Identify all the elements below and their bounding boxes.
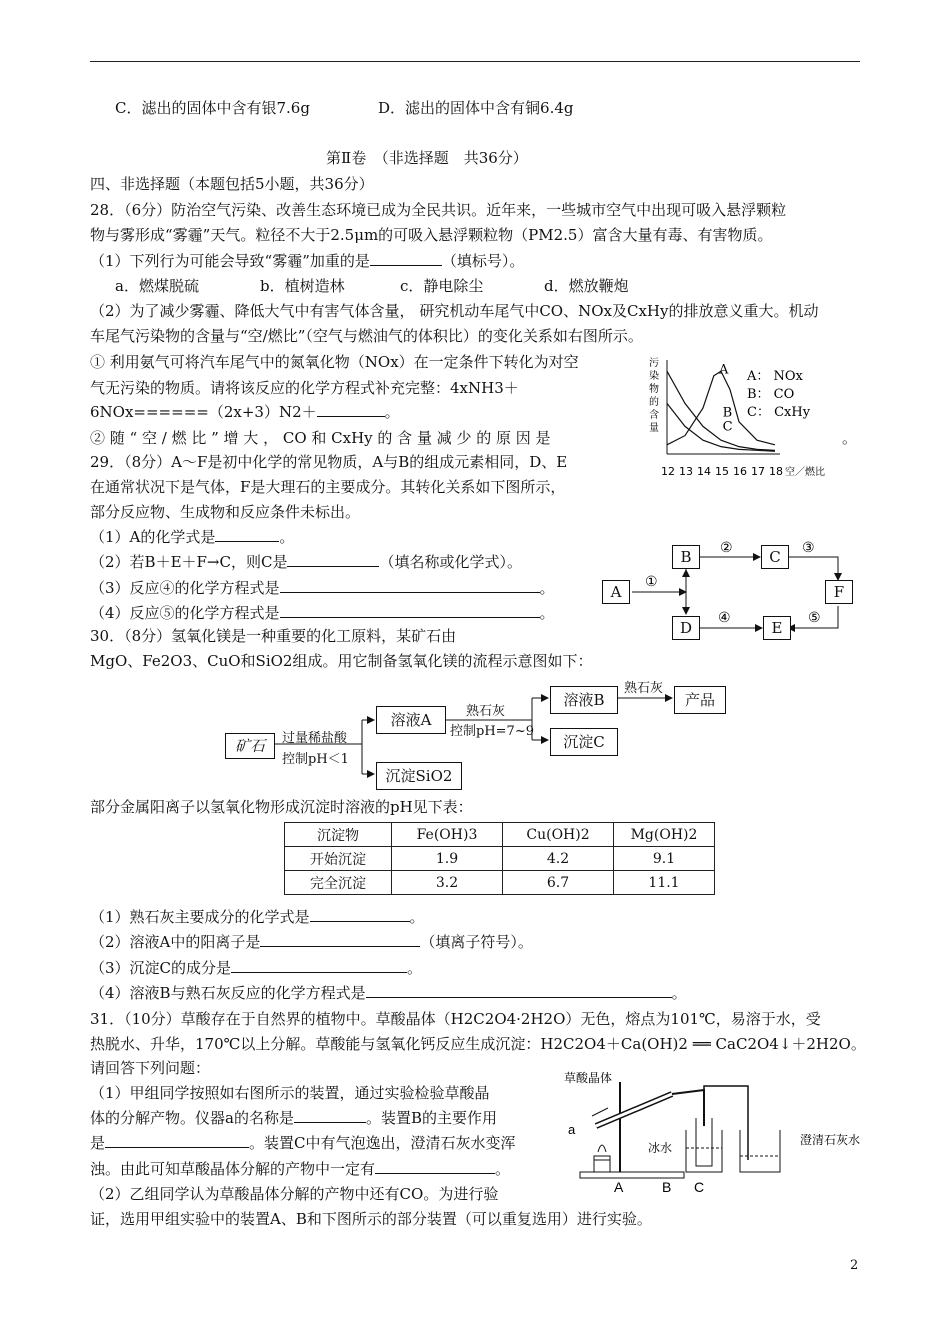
q29-sub3: （3）反应④的化学方程式是 。: [90, 579, 555, 597]
table-header-row: [285, 823, 715, 847]
q30-line2: MgO、Fe2O3、CuO和SiO2组成。用它制备氢氧化镁的流程示意图如下：: [90, 652, 593, 670]
q30-sub2: （2）溶液A中的阳离子是 （填离子符号）。: [90, 933, 533, 951]
q31-sub1-line2: 体的分解产物。仪器a的名称是 。装置B的主要作用: [90, 1109, 497, 1127]
q28-circ1-line2: 气无污染的物质。请将该反应的化学方程式补充完整：4xNH3＋: [90, 379, 519, 397]
chart-legend-b: B： CO: [747, 387, 795, 402]
apparatus-label-b: B: [662, 1179, 672, 1195]
q28-line2: 物与雾形成“雾霾”天气。粒径不大于2.5μm的可吸入悬浮颗粒物（PM2.5）富含大量有毒、有害物质。: [90, 226, 773, 244]
x-tick-label: 14: [697, 465, 711, 478]
apparatus-crystal-label: 草酸晶体: [564, 1071, 613, 1085]
node-d: D: [672, 616, 700, 640]
answer-blank[interactable]: [310, 907, 410, 922]
q28-opt-a: a．燃煤脱硫: [115, 277, 199, 295]
node-b: B: [672, 545, 700, 569]
x-tick-label: 16: [733, 465, 747, 478]
arrow-label-4: ④: [718, 610, 731, 626]
flow-solution-a: 溶液A: [376, 706, 446, 734]
q31-sub2-line1: （2）乙组同学认为草酸晶体分解的产物中还有CO。为进行验: [90, 1185, 499, 1203]
q30-sub3: （3）沉淀C的成分是 。: [90, 959, 423, 977]
q29-sub4: （4）反应⑤的化学方程式是 。: [90, 604, 555, 622]
series-label-a: A: [719, 362, 729, 378]
chart-ylabel: 污染物的含量: [649, 358, 659, 434]
table-cell: 完全沉淀: [285, 871, 392, 895]
q31-sub1-line1: （1）甲组同学按照如右图所示的装置，通过实验检验草酸晶: [90, 1084, 490, 1102]
arrow-label-5: ⑤: [808, 610, 821, 626]
q28-line1: 28．（6分）防治空气污染、改善生态环境已成为全民共识。近年来，一些城市空气中出现可吸入悬浮颗粒: [90, 201, 787, 219]
table-header-cell: Fe(OH)3: [392, 823, 503, 847]
q29-sub1: （1）A的化学式是 。: [90, 528, 295, 546]
table-cell: 11.1: [614, 871, 715, 895]
node-c: C: [761, 545, 789, 569]
pollutant-chart: [645, 352, 845, 482]
flow-step1-top: 过量稀盐酸: [282, 731, 348, 746]
q31-sub2-line2: 证，选用甲组实验中的装置A、B和下图所示的部分装置（可以重复选用）进行实验。: [90, 1210, 652, 1228]
node-f: F: [825, 580, 853, 604]
q31-line1: 31．（10分）草酸存在于自然界的植物中。草酸晶体（H2C2O4·2H2O）无色，熔点为101℃，易溶于水，受: [90, 1010, 821, 1028]
part4-heading: 四、非选择题（本题包括5小题，共36分）: [90, 175, 374, 193]
answer-blank[interactable]: [375, 1159, 495, 1174]
x-tick-label: 13: [679, 465, 693, 478]
x-tick-label: 17: [751, 465, 765, 478]
q29-line3: 部分反应物、生成物和反应条件未标出。: [90, 503, 361, 521]
apparatus-label-c: C: [694, 1179, 705, 1195]
arrow-label-1: ①: [645, 574, 658, 590]
chart-legend-a: A： NOx: [747, 369, 803, 384]
q28-circ1-line1: ① 利用氨气可将汽车尾气中的氮氧化物（NOx）在一定条件下转化为对空: [90, 353, 579, 371]
flow-sio2: 沉淀SiO2: [376, 762, 462, 790]
arrow-label-2: ②: [720, 540, 733, 556]
answer-blank[interactable]: [215, 527, 279, 542]
q28-opt-b: b．植树造林: [260, 277, 345, 295]
node-a: A: [602, 580, 630, 604]
option-c: C．滤出的固体中含有银7.6g: [115, 99, 310, 117]
q30-line1: 30．（8分）氢氧化镁是一种重要的化工原料，某矿石由: [90, 627, 457, 645]
apparatus-drawing: [564, 1068, 861, 1198]
arrow-label-3: ③: [802, 540, 815, 556]
table-row: [285, 871, 715, 895]
flow-ore: 矿石: [225, 733, 275, 759]
table-cell: 1.9: [392, 847, 503, 871]
apparatus-label-a: A: [614, 1179, 624, 1195]
apparatus-ice-water-label: 冰水: [648, 1141, 673, 1155]
node-e: E: [763, 616, 791, 640]
q29-line2: 在通常状况下是气体，F是大理石的主要成分。其转化关系如下图所示，: [90, 478, 566, 496]
q31-sub1-line4: 浊。由此可知草酸晶体分解的产物中一定有 。: [90, 1160, 511, 1178]
q30-sub1: （1）熟石灰主要成分的化学式是 。: [90, 908, 425, 926]
q29-sub2: （2）若B＋E＋F→C，则C是 （填名称或化学式）。: [90, 553, 522, 571]
header-rule: [90, 61, 860, 62]
x-tick-label: 18: [769, 465, 783, 478]
table-row: [285, 847, 715, 871]
flow-step3: 熟石灰: [624, 681, 664, 696]
x-tick-label: 12: [661, 465, 675, 478]
table-header-cell: Cu(OH)2: [503, 823, 614, 847]
answer-blank[interactable]: [231, 958, 407, 973]
x-tick-label: 15: [715, 465, 729, 478]
q28-sub2-line2: 车尾气污染物的含量与“空/燃比”（空气与燃油气的体积比）的变化关系如右图所示。: [90, 327, 643, 345]
flow-step2-bottom: 控制pH=7~9: [450, 724, 534, 739]
q30-table-intro: 部分金属阳离子以氢氧化物形成沉淀时溶液的pH见下表：: [90, 798, 473, 816]
answer-blank[interactable]: [366, 983, 672, 998]
q29-line1: 29．（8分）A～F是初中化学的常见物质，A与B的组成元素相同，D、E: [90, 453, 568, 471]
series-label-c: C: [722, 419, 733, 435]
table-header-cell: 沉淀物: [285, 823, 392, 847]
q28-circ2-tail: 。: [842, 429, 858, 447]
answer-blank[interactable]: [260, 932, 420, 947]
series-label-b: B: [722, 405, 733, 421]
chart-xlabel: 空／燃比: [785, 467, 825, 478]
flow-step2-top: 熟石灰: [466, 704, 506, 719]
answer-blank[interactable]: [287, 552, 379, 567]
answer-blank[interactable]: [105, 1133, 249, 1148]
table-cell: 6.7: [503, 871, 614, 895]
flow-step1-bottom: 控制pH＜1: [282, 752, 349, 767]
table-cell: 9.1: [614, 847, 715, 871]
option-d: D．滤出的固体中含有铜6.4g: [378, 99, 574, 117]
q28-circ1-line3: 6NOx======（2x+3）N2＋ 。: [90, 403, 400, 421]
q28-opt-d: d．燃放鞭炮: [544, 277, 629, 295]
flow-precipitate-c: 沉淀C: [550, 728, 618, 756]
table-cell: 开始沉淀: [285, 847, 392, 871]
q31-line2: 热脱水、升华，170℃以上分解。草酸能与氢氧化钙反应生成沉淀：H2C2O4＋Ca(OH)2 ══ CaC2O4↓＋2H2O。: [90, 1035, 866, 1053]
answer-blank[interactable]: [280, 603, 540, 618]
answer-blank[interactable]: [317, 402, 385, 417]
q28-opt-c: c．静电除尘: [400, 277, 484, 295]
page-number: 2: [850, 1258, 859, 1273]
table-header-cell: Mg(OH)2: [614, 823, 715, 847]
answer-blank[interactable]: [280, 578, 540, 593]
table-cell: 4.2: [503, 847, 614, 871]
table-cell: 3.2: [392, 871, 503, 895]
chart-legend-c: C： CxHy: [747, 405, 811, 420]
apparatus-limewater-label: 澄清石灰水: [800, 1133, 861, 1147]
section-title: 第Ⅱ卷 （非选择题 共36分）: [326, 149, 528, 167]
flow-solution-b: 溶液B: [550, 686, 618, 714]
q28-sub1: （1）下列行为可能会导致“雾霾”加重的是 （填标号）。: [90, 252, 525, 270]
q28-sub2-line1: （2）为了减少雾霾、降低大气中有害气体含量， 研究机动车尾气中CO、NOx及CxHy的排放意义重大。机动: [90, 302, 819, 320]
q30-sub4: （4）溶液B与熟石灰反应的化学方程式是 。: [90, 984, 687, 1002]
apparatus-a-label: a: [568, 1122, 576, 1137]
q31-sub1-line3: 是 。装置C中有气泡逸出，澄清石灰水变浑: [90, 1134, 516, 1152]
ph-table: [284, 822, 715, 895]
q28-circ2: ② 随 “ 空 / 燃 比 ” 增 大 ， CO 和 CxHy 的 含 量 减 少 的 原 因 是: [90, 429, 551, 447]
answer-blank[interactable]: [370, 251, 442, 266]
flow-product: 产品: [674, 686, 726, 714]
q31-line3: 请回答下列问题：: [90, 1059, 211, 1077]
answer-blank[interactable]: [294, 1108, 366, 1123]
